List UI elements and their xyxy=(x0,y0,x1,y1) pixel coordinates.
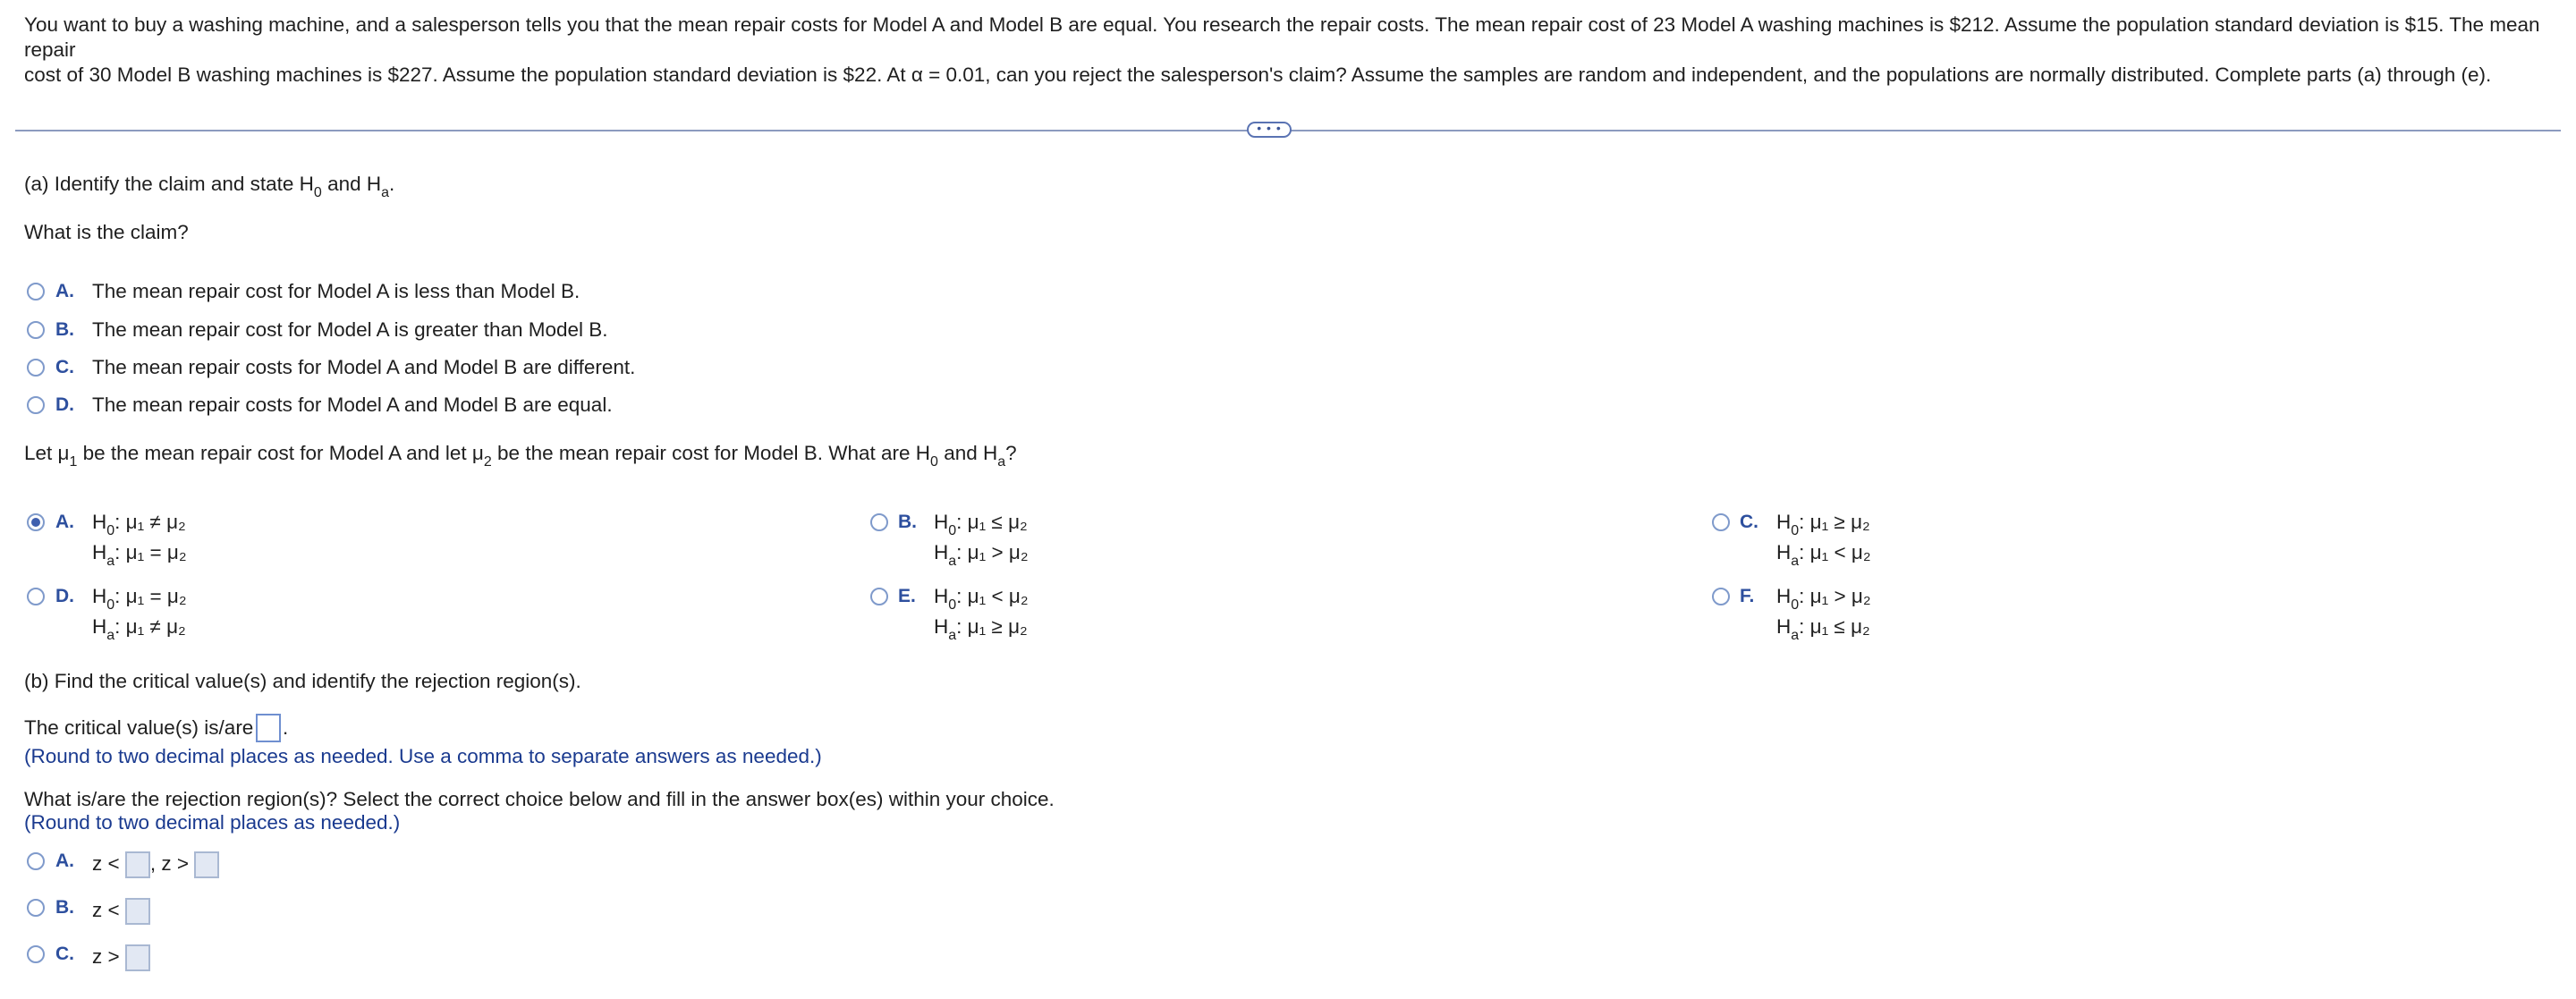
region-radio-c[interactable] xyxy=(27,945,45,963)
hyp-radio-d[interactable] xyxy=(27,588,45,605)
claim-text-a: The mean repair cost for Model A is less than Model B. xyxy=(92,280,580,302)
hyp-letter-b: B. xyxy=(898,512,917,532)
hyp-h0-b: $H_0$: μ₁ ≤ μ₂ xyxy=(934,511,1028,538)
problem-line-2: cost of 30 Model B washing machines is $227. Assume the population standard deviation is $22. At α = 0.01, can you reject the salesperson's claim? Assume the samples are random and independent, and the populations are normally distributed. Complete parts (a) through (e). xyxy=(24,63,2492,86)
region-letter-a: A. xyxy=(55,851,74,871)
problem-statement xyxy=(24,13,2555,88)
hyp-ha-b: $H_a$: μ₁ > μ₂ xyxy=(934,541,1029,569)
hyp-letter-a: A. xyxy=(55,512,74,532)
claim-radio-c[interactable] xyxy=(27,359,45,377)
claim-text-c: The mean repair costs for Model A and Model B are different. xyxy=(92,356,636,378)
critical-value-period: . xyxy=(283,716,289,739)
claim-radio-d[interactable] xyxy=(27,396,45,414)
claim-letter-d: D. xyxy=(55,394,74,415)
region-a-upper-input[interactable] xyxy=(194,851,219,878)
hyp-h0-a: $H_0$: μ₁ ≠ μ₂ xyxy=(92,511,186,538)
hyp-radio-f[interactable] xyxy=(1712,588,1730,605)
hyp-ha-a: $H_a$: μ₁ = μ₂ xyxy=(92,541,187,569)
hyp-radio-c[interactable] xyxy=(1712,513,1730,531)
hyp-h0-c: $H_0$: μ₁ ≥ μ₂ xyxy=(1776,511,1870,538)
claim-letter-c: C. xyxy=(55,357,74,377)
part-b-heading: (b) Find the critical value(s) and identify the rejection region(s). xyxy=(24,670,581,692)
region-radio-a[interactable] xyxy=(27,852,45,870)
claim-question: What is the claim? xyxy=(24,221,189,243)
rejection-region-question: What is/are the rejection region(s)? Select the correct choice below and fill in the answer box(es) within your choice. xyxy=(24,788,1055,810)
critical-value-hint: (Round to two decimal places as needed. Use a comma to separate answers as needed.) xyxy=(24,745,822,767)
claim-text-d: The mean repair costs for Model A and Model B are equal. xyxy=(92,394,613,416)
hyp-h0-d: $H_0$: μ₁ = μ₂ xyxy=(92,585,187,613)
claim-letter-b: B. xyxy=(55,319,74,340)
region-letter-c: C. xyxy=(55,944,74,964)
claim-radio-a[interactable] xyxy=(27,283,45,301)
region-expr-b: z < xyxy=(92,898,150,925)
rejection-region-hint: (Round to two decimal places as needed.) xyxy=(24,811,401,834)
part-a-heading: (a) Identify the claim and state $H_0$ and $H_a$. xyxy=(24,173,395,200)
region-letter-b: B. xyxy=(55,897,74,918)
hyp-letter-e: E. xyxy=(898,586,916,606)
hyp-ha-f: $H_a$: μ₁ ≤ μ₂ xyxy=(1776,615,1870,643)
claim-letter-a: A. xyxy=(55,281,74,301)
claim-text-b: The mean repair cost for Model A is greater than Model B. xyxy=(92,318,608,341)
region-radio-b[interactable] xyxy=(27,899,45,917)
region-expr-c: z > xyxy=(92,944,150,971)
hyp-radio-a[interactable] xyxy=(27,513,45,531)
hyp-radio-e[interactable] xyxy=(870,588,888,605)
region-b-input[interactable] xyxy=(125,898,150,925)
critical-value-label: The critical value(s) is/are xyxy=(24,716,254,739)
critical-value-input[interactable] xyxy=(256,714,281,742)
region-a-lower-input[interactable] xyxy=(125,851,150,878)
problem-line-1: You want to buy a washing machine, and a salesperson tells you that the mean repair costs for Model A and Model B are equal. You research the repair costs. The mean repair cost of 23 Model A washing machines is $212. Assume the population standard deviation is $15. The mean repair xyxy=(24,13,2540,61)
hyp-letter-c: C. xyxy=(1740,512,1758,532)
hyp-letter-f: F. xyxy=(1740,586,1755,606)
hyp-h0-e: $H_0$: μ₁ < μ₂ xyxy=(934,585,1029,613)
hyp-radio-b[interactable] xyxy=(870,513,888,531)
hypothesis-question: Let $\mu_1$ be the mean repair cost for Model A and let $\mu_2$ be the mean repair cost for Model B. What are $H_0$ and $H_a$? xyxy=(24,442,1017,470)
hyp-ha-e: $H_a$: μ₁ ≥ μ₂ xyxy=(934,615,1028,643)
more-button[interactable]: • • • xyxy=(1247,122,1292,138)
hyp-ha-c: $H_a$: μ₁ < μ₂ xyxy=(1776,541,1871,569)
hyp-ha-d: $H_a$: μ₁ ≠ μ₂ xyxy=(92,615,186,643)
hyp-h0-f: $H_0$: μ₁ > μ₂ xyxy=(1776,585,1871,613)
claim-radio-b[interactable] xyxy=(27,321,45,339)
region-c-input[interactable] xyxy=(125,944,150,971)
region-expr-a: z < , z > xyxy=(92,851,219,878)
hyp-letter-d: D. xyxy=(55,586,74,606)
